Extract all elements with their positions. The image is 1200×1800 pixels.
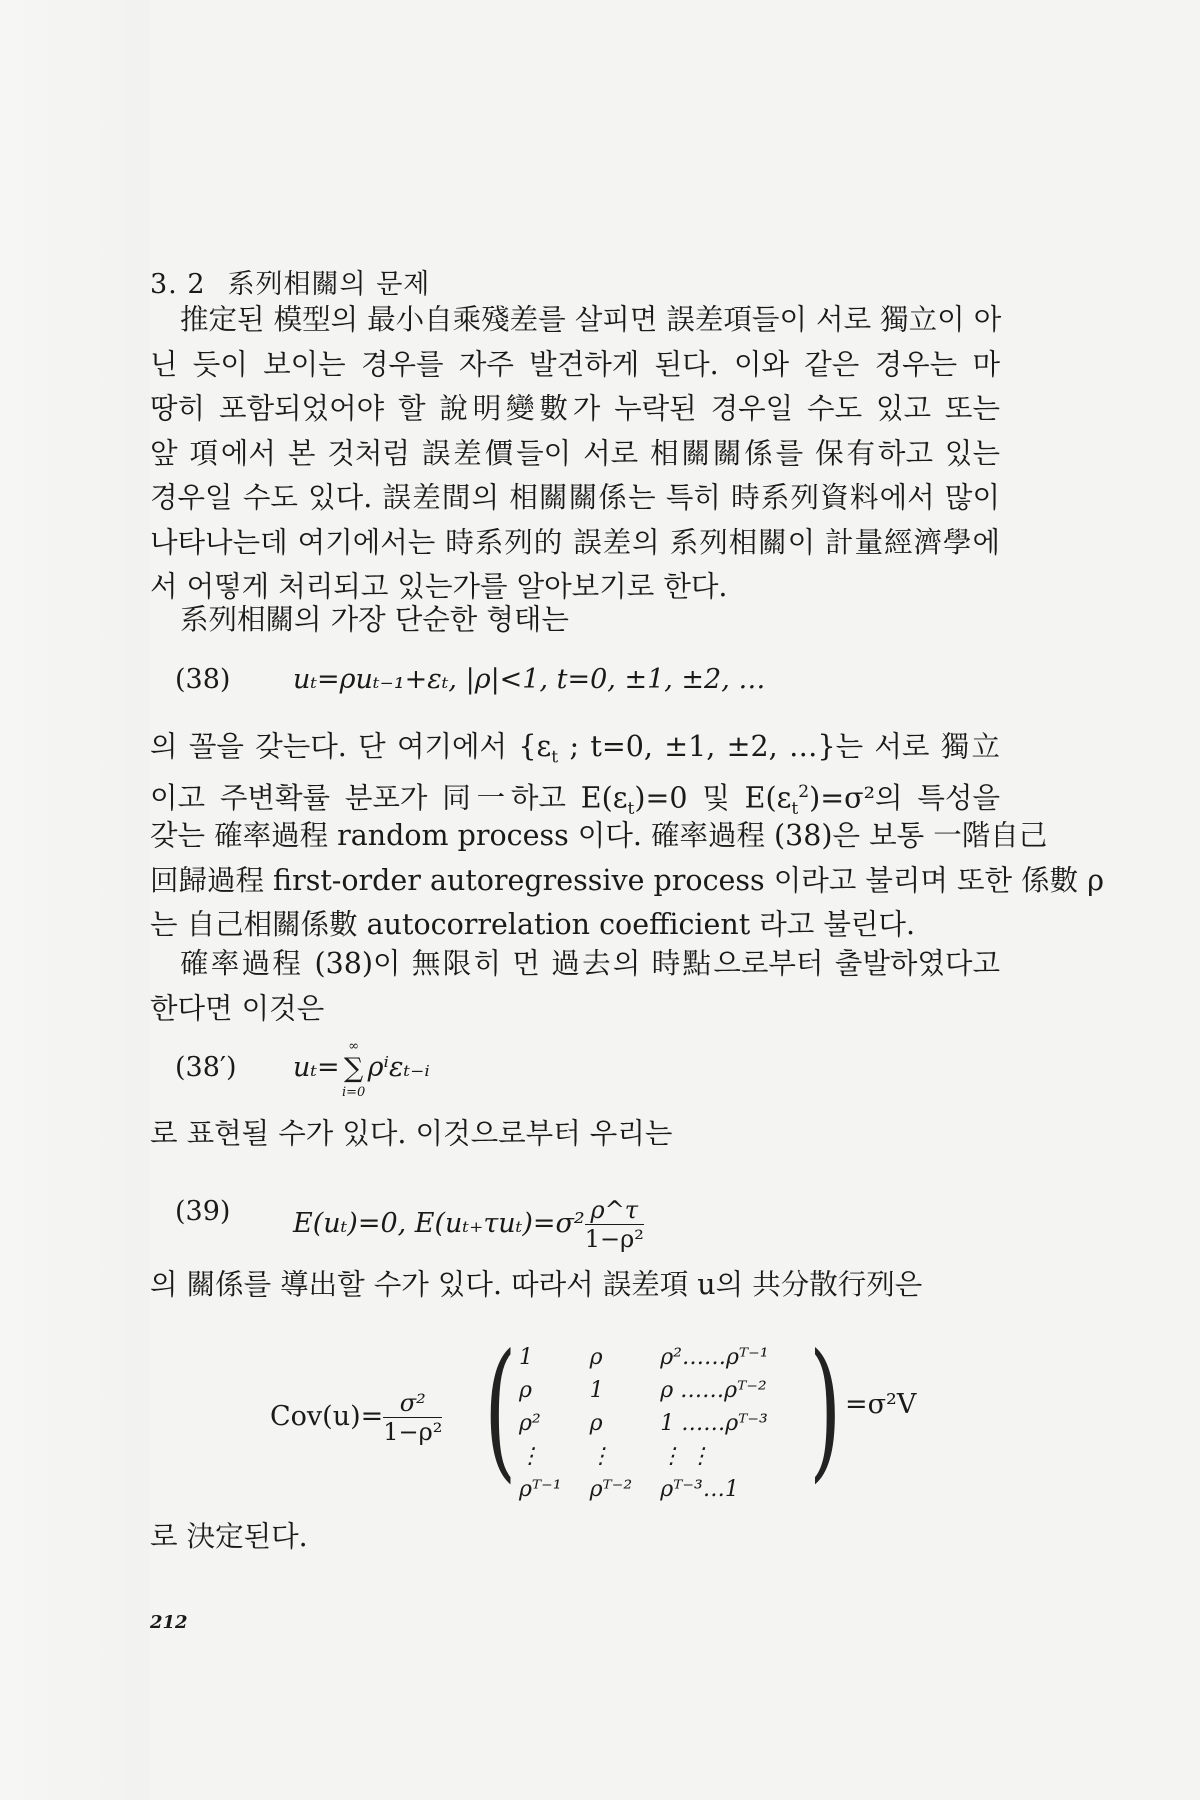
matrix-cell: ρᵀ⁻² bbox=[589, 1477, 633, 1502]
matrix-cell: ρ bbox=[589, 1411, 603, 1436]
equation-label: (38) bbox=[175, 664, 231, 695]
matrix-cell: ⋮ bbox=[589, 1444, 612, 1469]
text-line: 는 自己相關係數 autocorrelation coefficient 라고 불린다. bbox=[150, 908, 916, 941]
page-number: 212 bbox=[150, 1612, 188, 1633]
matrix-row bbox=[505, 1407, 783, 1440]
sum-upper-limit: ∞ bbox=[348, 1039, 360, 1054]
matrix-cell: 1 bbox=[519, 1345, 533, 1370]
matrix bbox=[484, 1323, 845, 1502]
text-line: 推定된 模型의 最小自乘殘差를 살피면 誤差項들이 서로 獨立이 아 bbox=[180, 303, 1002, 336]
paragraph-conclusion bbox=[150, 1515, 1000, 1560]
paragraph-covariance bbox=[150, 1263, 1000, 1308]
fraction-numerator: σ² bbox=[383, 1389, 442, 1418]
section-title: 系列相關의 문제 bbox=[227, 269, 431, 300]
paragraph-process bbox=[150, 725, 1104, 948]
text-line: 로 표현될 수가 있다. 이것으로부터 우리는 bbox=[150, 1117, 673, 1150]
page-gutter bbox=[0, 0, 150, 1800]
equation-lhs: uₜ= bbox=[293, 1052, 340, 1083]
matrix-row bbox=[505, 1374, 783, 1407]
equation-term: ρⁱεₜ₋ᵢ bbox=[367, 1052, 430, 1083]
matrix-row bbox=[505, 1440, 783, 1473]
section-heading bbox=[150, 262, 1000, 301]
section-number: 3. 2 bbox=[150, 269, 206, 300]
text-line: 의 關係를 導出할 수가 있다. 따라서 誤差項 u의 共分散行列은 bbox=[150, 1268, 923, 1301]
fraction bbox=[383, 1389, 442, 1446]
text-line: 系列相關의 가장 단순한 형태는 bbox=[180, 603, 569, 636]
equation-body: uₜ=ρuₜ₋₁+εₜ, |ρ|<1, t=0, ±1, ±2, … bbox=[293, 664, 766, 695]
equation-body bbox=[293, 1039, 430, 1100]
text-line: 의 꼴을 갖는다. 단 여기에서 {$\varepsilon_t$ ; t=0, ±1, ±2, …}는 서로 獨立 bbox=[150, 730, 1001, 768]
equation-lhs: E(uₜ)=0, E(uₜ₊τuₜ)=σ² bbox=[293, 1208, 585, 1239]
fraction-numerator: ρ^τ bbox=[585, 1196, 644, 1225]
equation-body bbox=[293, 1196, 644, 1253]
text-line: 갖는 確率過程 random process 이다. 確率過程 (38)은 보통 一階自己 bbox=[150, 819, 1048, 852]
matrix-cell: ⋮ ⋮ bbox=[660, 1444, 712, 1469]
text-line: 로 決定된다. bbox=[150, 1520, 308, 1553]
cov-rhs: =σ²V bbox=[845, 1389, 917, 1420]
equation-label: (38′) bbox=[175, 1052, 237, 1083]
sum-lower-limit: i=0 bbox=[342, 1085, 366, 1100]
covariance-matrix-equation bbox=[270, 1323, 917, 1502]
matrix-row bbox=[505, 1473, 783, 1506]
paragraph-intro bbox=[150, 298, 1000, 610]
cov-label: Cov(u)= bbox=[270, 1401, 384, 1432]
text-line: 경우일 수도 있다. 誤差間의 相關關係는 특히 時系列資料에서 많이 bbox=[150, 481, 1000, 514]
summation-operator: ∞ ∑ i=0 bbox=[340, 1053, 368, 1084]
text-line: 나타나는데 여기에서는 時系列的 誤差의 系列相關이 計量經濟學에 bbox=[150, 525, 1000, 559]
text-line: 앞 項에서 본 것처럼 誤差價들이 서로 相關關係를 保有하고 있는 bbox=[150, 436, 1000, 470]
matrix-cell: ρᵀ⁻¹ bbox=[519, 1477, 562, 1502]
text-fragment: )=0 및 E(ε bbox=[634, 781, 792, 814]
text-line: 한다면 이것은 bbox=[150, 991, 325, 1025]
matrix-cell: ρ ……ρᵀ⁻² bbox=[660, 1378, 767, 1403]
paragraph-infinite-past bbox=[150, 942, 1000, 1031]
matrix-cell: ρ bbox=[589, 1345, 603, 1370]
text-line: 確率過程 (38)이 無限히 먼 過去의 時點으로부터 출발하였다고 bbox=[180, 947, 1000, 980]
fraction bbox=[585, 1196, 644, 1253]
text-line: 닌 듯이 보이는 경우를 자주 발견하게 된다. 이와 같은 경우는 마 bbox=[150, 347, 1000, 381]
text-fragment: 이고 주변확률 분포가 同一하고 E(ε bbox=[150, 781, 628, 814]
right-parenthesis: ) bbox=[809, 1323, 842, 1497]
fraction-denominator: 1−ρ² bbox=[584, 1225, 644, 1253]
paragraph-simple-form bbox=[150, 598, 1000, 643]
matrix-table bbox=[505, 1341, 783, 1506]
matrix-cell: ρ² bbox=[519, 1411, 541, 1436]
matrix-row bbox=[505, 1341, 783, 1374]
matrix-cell: ρ bbox=[519, 1378, 532, 1403]
text-line: 回歸過程 first-order autoregressive process 이라고 불리며 또한 係數 ρ bbox=[150, 863, 1104, 897]
cov-lhs bbox=[270, 1389, 442, 1446]
matrix-cell: 1 ……ρᵀ⁻³ bbox=[660, 1411, 768, 1436]
fraction-denominator: 1−ρ² bbox=[383, 1418, 443, 1446]
text-line: 서 어떻게 처리되고 있는가를 알아보기로 한다. bbox=[150, 570, 728, 603]
matrix-cell: ⋮ bbox=[519, 1444, 541, 1469]
equation-label: (39) bbox=[175, 1196, 231, 1227]
matrix-cell: ρ²……ρᵀ⁻¹ bbox=[660, 1345, 769, 1370]
text-fragment: )=σ²의 특성을 bbox=[809, 781, 1000, 814]
text-line: 이고 주변확률 분포가 同一하고 $E(\varepsilon_t)=0$ 및 $E(\varepsilon_t^2)=\sigma^2$의 특성을 bbox=[150, 781, 1000, 819]
matrix-cell: ρᵀ⁻³…1 bbox=[660, 1477, 739, 1502]
text-line: 땅히 포함되었어야 할 說明變數가 누락된 경우일 수도 있고 또는 bbox=[150, 392, 1000, 425]
text-fragment: ; t=0, ±1, ±2, …}는 서로 獨立 bbox=[569, 730, 1001, 763]
paragraph-expression bbox=[150, 1112, 1000, 1157]
left-parenthesis: ( bbox=[484, 1323, 517, 1497]
text-fragment: 의 꼴을 갖는다. 단 여기에서 {ε bbox=[150, 730, 552, 763]
matrix-cell: 1 bbox=[589, 1378, 604, 1403]
